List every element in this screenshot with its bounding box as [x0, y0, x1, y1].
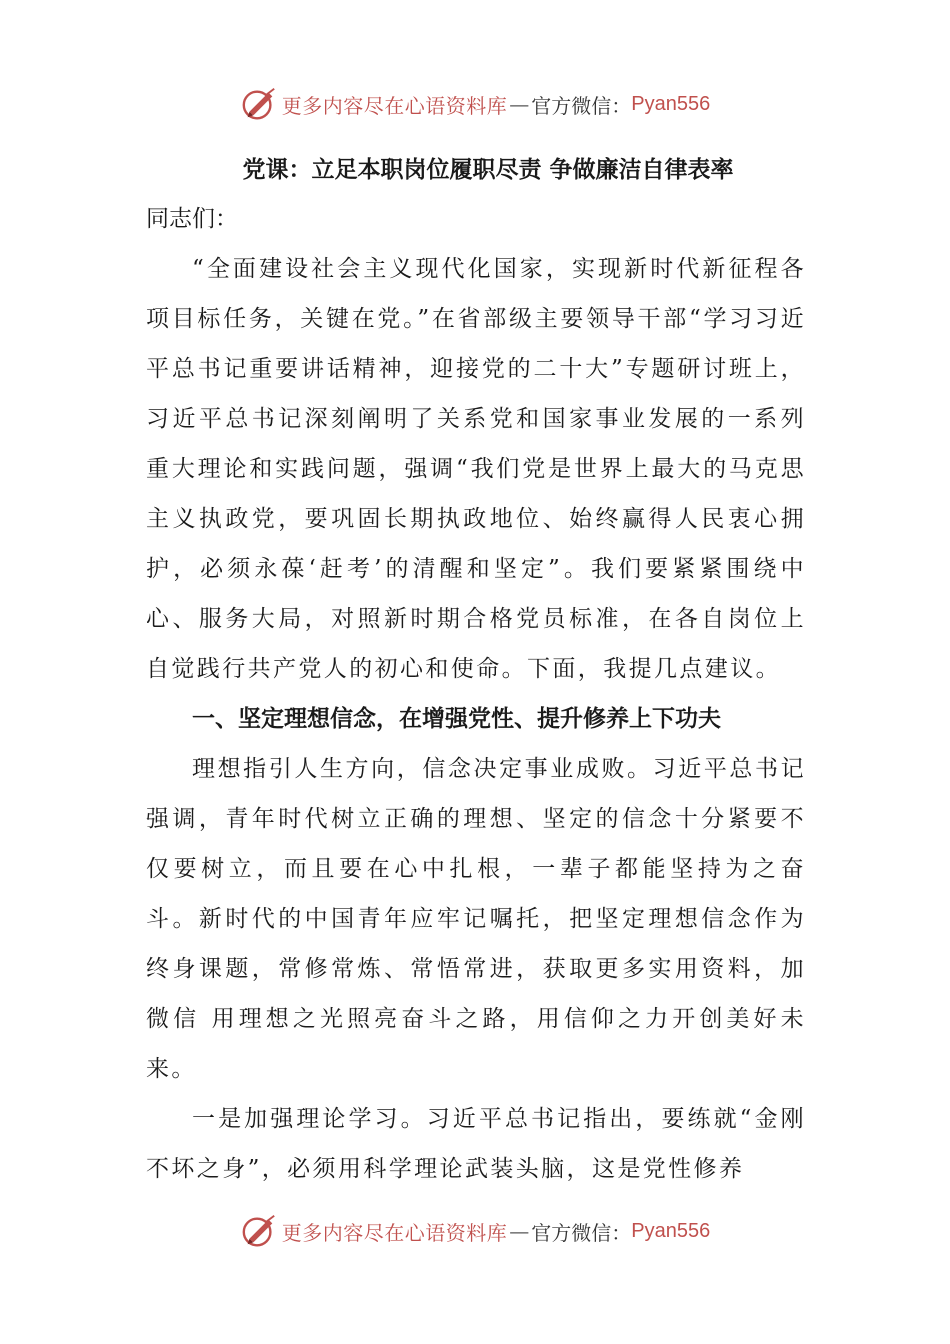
watermark-text: 更多内容尽在心语资料库 [281, 1220, 508, 1245]
section-heading-1: 一、坚定理想信念，在增强党性、提升修养上下功夫 [192, 706, 721, 732]
watermark-sub: 官方微信： [531, 93, 632, 118]
watermark-banner-top [0, 84, 950, 124]
document-title: 党课：立足本职岗位履职尽责 争做廉洁自律表率 [242, 157, 734, 183]
pen-logo-icon [240, 85, 278, 123]
pen-logo-icon [240, 1212, 278, 1250]
watermark-banner-bottom [0, 1211, 950, 1251]
section1-paragraph-1: 理想指引人生方向，信念决定事业成败。习近平总书记强调，青年时代树立正确的理想、坚定的信念十分紧要不仅要树立，而且要在心中扎根，一辈子都能坚持为之奋斗。新时代的中国青年应牢记嘱托，把坚定理想信念作为终身课题，常修常炼、常悟常进，获取更多实用资料，加微信 用理想之光照亮奋斗之路，用信仰之力开创美好未来。 [146, 756, 806, 1082]
watermark-sub: 官方微信： [531, 1220, 632, 1245]
section1-paragraph-2: 一是加强理论学习。习近平总书记指出，要练就“金刚不坏之身”，必须用科学理论武装头脑，这是党性修养 [146, 1106, 806, 1182]
watermark-separator: — [509, 92, 530, 116]
watermark-id: Pyan556 [631, 92, 711, 115]
watermark-separator: — [509, 1219, 530, 1243]
watermark-id: Pyan556 [631, 1219, 711, 1242]
document-body [146, 146, 806, 1194]
watermark-text: 更多内容尽在心语资料库 [281, 93, 508, 118]
salutation: 同志们： [146, 206, 238, 232]
intro-paragraph: “全面建设社会主义现代化国家，实现新时代新征程各项目标任务，关键在党。”在省部级主要领导干部“学习习近平总书记重要讲话精神，迎接党的二十大”专题研讨班上，习近平总书记深刻阐明了关系党和国家事业发展的一系列重大理论和实践问题，强调“我们党是世界上最大的马克思主义执政党，要巩固长期执政地位、始终赢得人民衷心拥护，必须永葆‘赶考’的清醒和坚定”。我们要紧紧围绕中心、服务大局，对照新时期合格党员标准，在各自岗位上自觉践行共产党人的初心和使命。下面，我提几点建议。 [146, 256, 806, 682]
